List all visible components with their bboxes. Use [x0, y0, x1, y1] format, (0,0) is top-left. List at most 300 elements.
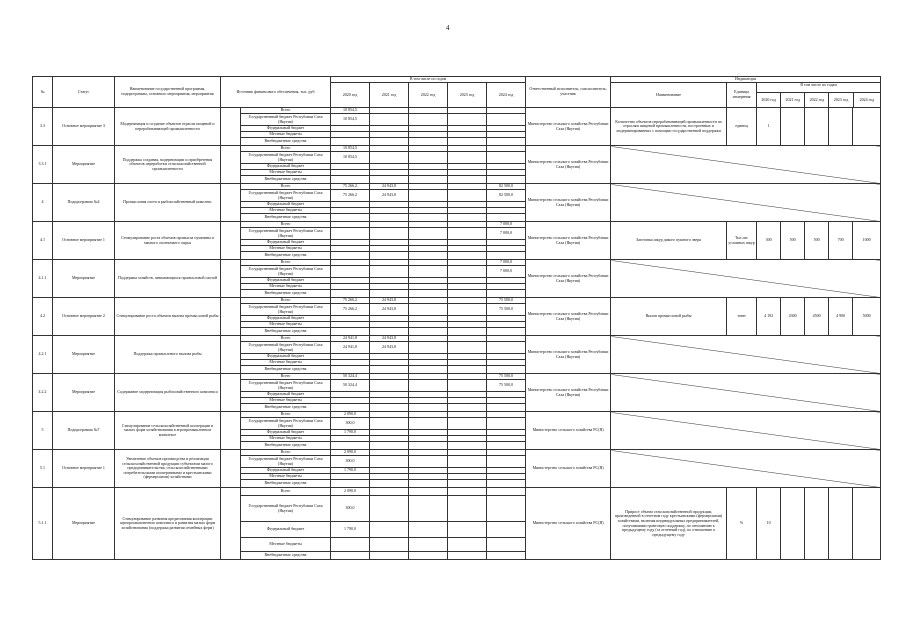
row-spacer [221, 260, 241, 298]
source-label: Внебюджетные средства [241, 480, 331, 488]
row-resp: Министерство сельского хозяйства РС(Я) [526, 488, 611, 560]
indicator-unit: % [727, 488, 757, 560]
source-value: 75 500,0 [487, 374, 526, 380]
indicator-name: Количество объектов перерабатывающей промышленности по отраслям пищевой промышленности, построенных и модернизированных с помощью государственной поддержки [611, 108, 727, 146]
source-value: 300,0 [331, 456, 370, 468]
header-ind-years [757, 83, 881, 108]
row-name: Стимулирование роста объемов вылова промысловой рыбы [115, 298, 221, 336]
header-source: Источник финансового обеспечения, тыс. руб [221, 77, 331, 108]
source-value [448, 522, 487, 538]
indicator-unit: Тыс.шт. условных шкур [727, 222, 757, 260]
source-value [409, 138, 448, 146]
header-name: Наименование государственной программы, подпрограммы, основного мероприятия, мероприятия [115, 77, 221, 108]
row-spacer [221, 298, 241, 336]
row-name: Стимулирование роста объемов промысла пушнины и мясного охотничьего сырья [115, 222, 221, 260]
source-label: Всего [241, 412, 331, 418]
source-value [409, 114, 448, 126]
row-name: Стимулирование сельскохозяйственной кооперации и малых форм хозяйствования в агропромышленном комплексе [115, 412, 221, 450]
indicator-value [805, 488, 829, 560]
row-name: Увеличение объемов производства и реализации сельскохозяйственной продукции субъектами малого предпринимательства, сельскохозяйственными потребительскими кооперативами и крестьянскими (фермерскими) хозяйствами [115, 450, 221, 488]
source-value [448, 266, 487, 278]
indicator-value: 4 900 [829, 298, 853, 336]
source-value: 2 090,0 [331, 412, 370, 418]
source-label: Государственный бюджет Республики Саха (Якутия) [241, 304, 331, 316]
source-value [409, 176, 448, 184]
source-value: 75 266,2 [331, 190, 370, 202]
source-value [331, 328, 370, 336]
row-num: 4.2.2 [33, 374, 53, 412]
source-value [409, 266, 448, 278]
source-value [448, 228, 487, 240]
indicator-empty [611, 260, 881, 298]
header-ind-year: 2022 год [805, 93, 829, 107]
source-value: 24 943,8 [370, 190, 409, 202]
source-value [370, 404, 409, 412]
source-value [409, 190, 448, 202]
source-value [448, 152, 487, 164]
source-value [448, 456, 487, 468]
source-label: Внебюджетные средства [241, 328, 331, 336]
source-value: 24 943,8 [370, 336, 409, 342]
row-status: Мероприятие [53, 336, 115, 374]
indicator-empty [611, 450, 881, 488]
row-name: Поддержка хозяйств, занимающихся промысловой охотой [115, 260, 221, 298]
header-year: 2020 год [331, 83, 370, 108]
source-label: Местные бюджеты [241, 436, 331, 442]
source-value: 50 324,4 [331, 374, 370, 380]
source-value: 24 941,8 [331, 336, 370, 342]
source-value [370, 522, 409, 538]
row-spacer [221, 488, 241, 560]
source-value [331, 266, 370, 278]
indicator-value [853, 488, 881, 560]
source-label: Местные бюджеты [241, 170, 331, 176]
page-number: 4 [446, 24, 450, 32]
row-num: 5.1.1 [33, 488, 53, 560]
source-value [370, 418, 409, 430]
source-value [448, 488, 487, 496]
table-row [33, 488, 881, 496]
header-indicators: Индикаторы [611, 77, 881, 83]
source-value [370, 442, 409, 450]
row-resp: Министерство сельского хозяйства Республики Саха (Якутия) [526, 146, 611, 184]
source-label: Государственный бюджет Республики Саха (Якутия) [241, 228, 331, 240]
row-name: Поддержка промыслового вылова рыбы [115, 336, 221, 374]
row-status: Мероприятие [53, 260, 115, 298]
source-label: Федеральный бюджет [241, 126, 331, 132]
row-name: Промысловая охота и рыбохозяйственный комплекс [115, 184, 221, 222]
source-value [331, 214, 370, 222]
source-value [448, 418, 487, 430]
indicator-value [781, 108, 805, 146]
source-value [409, 214, 448, 222]
source-label: Федеральный бюджет [241, 522, 331, 538]
source-label: Местные бюджеты [241, 398, 331, 404]
indicator-value [781, 488, 805, 560]
source-value [331, 252, 370, 260]
source-label: Всего [241, 184, 331, 190]
source-value [331, 538, 370, 552]
source-value: 75 500,0 [487, 298, 526, 304]
source-value [448, 304, 487, 316]
source-value [370, 114, 409, 126]
row-num: 4.2.1 [33, 336, 53, 374]
source-value: 7 000,0 [487, 228, 526, 240]
row-spacer [221, 374, 241, 412]
source-value [448, 176, 487, 184]
source-value: 10 854,5 [331, 152, 370, 164]
source-label: Федеральный бюджет [241, 316, 331, 322]
source-value [409, 538, 448, 552]
row-spacer [221, 412, 241, 450]
source-value [448, 552, 487, 560]
source-value [487, 404, 526, 412]
row-resp: Министерство сельского хозяйства Республики Саха (Якутия) [526, 184, 611, 222]
source-value [409, 404, 448, 412]
source-value [331, 228, 370, 240]
source-value: 82 500,0 [487, 184, 526, 190]
source-label: Федеральный бюджет [241, 240, 331, 246]
source-value [409, 552, 448, 560]
source-value [448, 380, 487, 392]
source-value [409, 152, 448, 164]
indicator-empty [611, 184, 881, 222]
source-value: 75 266,2 [331, 184, 370, 190]
source-value [409, 488, 448, 496]
source-value: 24 941,8 [331, 342, 370, 354]
source-value [331, 480, 370, 488]
source-label: Внебюджетные средства [241, 252, 331, 260]
source-value [487, 496, 526, 522]
source-label: Внебюджетные средства [241, 138, 331, 146]
source-value [448, 342, 487, 354]
source-value [370, 252, 409, 260]
source-value [448, 290, 487, 298]
source-value: 82 500,0 [487, 190, 526, 202]
row-name: Содержание модернизация рыбохозяйственного комплекса [115, 374, 221, 412]
row-spacer [221, 222, 241, 260]
source-label: Государственный бюджет Республики Саха (Якутия) [241, 380, 331, 392]
source-value [487, 342, 526, 354]
indicator-value: 700 [829, 222, 853, 260]
source-value [331, 138, 370, 146]
source-value [370, 538, 409, 552]
source-value [331, 404, 370, 412]
row-status: Подпрограмма №7 [53, 412, 115, 450]
indicator-value: 500 [805, 222, 829, 260]
source-label: Государственный бюджет Республики Саха (Якутия) [241, 114, 331, 126]
source-value: 50 324,4 [331, 380, 370, 392]
source-value [487, 138, 526, 146]
source-value [487, 552, 526, 560]
row-status: Основное мероприятие 2 [53, 298, 115, 336]
source-value: 24 943,8 [370, 304, 409, 316]
source-label: Внебюджетные средства [241, 290, 331, 298]
row-num: 4.2 [33, 298, 53, 336]
source-value [370, 214, 409, 222]
row-resp: Министерство сельского хозяйства Республики Саха (Якутия) [526, 222, 611, 260]
source-label: Государственный бюджет Республики Саха (Якутия) [241, 152, 331, 164]
row-name: Поддержка создания, модернизации и приобретения объектов переработки сельскохозяйственной промышленности [115, 146, 221, 184]
indicator-value: 4 192 [757, 298, 781, 336]
source-value [487, 176, 526, 184]
source-label: Федеральный бюджет [241, 164, 331, 170]
source-value [409, 456, 448, 468]
source-value: 24 943,8 [370, 184, 409, 190]
source-label: Федеральный бюджет [241, 430, 331, 436]
row-resp: Министерство сельского хозяйства РС(Я) [526, 450, 611, 488]
source-value: 10 854,5 [331, 108, 370, 114]
source-label: Федеральный бюджет [241, 354, 331, 360]
source-label: Всего [241, 298, 331, 304]
header-ind-year: 2021 год [781, 93, 805, 107]
source-value: 1 790,0 [331, 430, 370, 436]
header-ind-year: 2023 год [829, 93, 853, 107]
source-value [448, 496, 487, 522]
source-value [370, 176, 409, 184]
source-value [487, 488, 526, 496]
source-label: Местные бюджеты [241, 208, 331, 214]
source-value [370, 152, 409, 164]
source-value: 300,0 [331, 418, 370, 430]
indicator-name: Вылов промысловой рыбы [611, 298, 727, 336]
source-label: Всего [241, 108, 331, 114]
source-value [409, 496, 448, 522]
source-value: 75 500,0 [487, 380, 526, 392]
row-resp: Министерство сельского хозяйства Республики Саха (Якутия) [526, 260, 611, 298]
source-value [448, 404, 487, 412]
header-year: 2021 год [370, 83, 409, 108]
header-ind-unit: Единица измерения [727, 83, 757, 108]
indicator-value: 5000 [853, 298, 881, 336]
row-num: 4.1.1 [33, 260, 53, 298]
row-num: 3.3.1 [33, 146, 53, 184]
indicator-value: 1000 [853, 222, 881, 260]
source-value [409, 304, 448, 316]
source-value [487, 442, 526, 450]
indicator-empty [611, 336, 881, 374]
source-value [448, 190, 487, 202]
source-value [487, 522, 526, 538]
header-num: № [33, 77, 53, 108]
source-value [370, 480, 409, 488]
source-value: 75 266,2 [331, 304, 370, 316]
source-value [448, 442, 487, 450]
source-value [487, 456, 526, 468]
indicator-name: Заготовка шкур дикого пушного зверя [611, 222, 727, 260]
indicator-value: 10 [757, 488, 781, 560]
row-name: Стимулирование развития кредитования кооперации агропромышленного комплекса и развития малых форм хозяйствования (поддержка развития семейных ферм) [115, 488, 221, 560]
header-year: 2024 год [487, 83, 526, 108]
indicator-unit: тонн [727, 298, 757, 336]
row-num: 4.1 [33, 222, 53, 260]
source-value: 7 000,0 [487, 260, 526, 266]
source-value [370, 328, 409, 336]
row-spacer [221, 450, 241, 488]
row-status: Мероприятие [53, 374, 115, 412]
source-value [370, 138, 409, 146]
row-spacer [221, 336, 241, 374]
source-value [487, 366, 526, 374]
source-label: Всего [241, 374, 331, 380]
header-year: 2022 год [409, 83, 448, 108]
indicator-value: 500 [781, 222, 805, 260]
source-value: 2 090,0 [331, 488, 370, 496]
source-value: 24 943,8 [370, 342, 409, 354]
source-label: Государственный бюджет Республики Саха (Якутия) [241, 456, 331, 468]
source-value: 1 790,0 [331, 522, 370, 538]
header-status: Статус [53, 77, 115, 108]
header-ind-name: Наименование [611, 83, 727, 108]
source-value [370, 456, 409, 468]
table-body [33, 77, 881, 560]
source-value: 1 790,0 [331, 468, 370, 474]
source-label: Всего [241, 488, 331, 496]
indicator-unit: единиц [727, 108, 757, 146]
header-years-group: В том числе по годам [331, 77, 526, 83]
source-label: Федеральный бюджет [241, 392, 331, 398]
source-value [370, 496, 409, 522]
source-value [448, 252, 487, 260]
program-table [32, 76, 881, 560]
source-label: Федеральный бюджет [241, 202, 331, 208]
row-name: Модернизация и создание объектов отрасли пищевой и перерабатывающей промышленности [115, 108, 221, 146]
source-label: Внебюджетные средства [241, 214, 331, 222]
row-spacer [221, 108, 241, 146]
row-num: 5.1 [33, 450, 53, 488]
indicator-value: 300 [757, 222, 781, 260]
source-value [331, 176, 370, 184]
source-value [409, 366, 448, 374]
source-value [487, 252, 526, 260]
source-value: 10 854,5 [331, 146, 370, 152]
source-value [409, 342, 448, 354]
row-status: Подпрограмма №4 [53, 184, 115, 222]
source-value [409, 442, 448, 450]
source-value: 2 090,0 [331, 450, 370, 456]
row-num: 3.3 [33, 108, 53, 146]
source-value [487, 538, 526, 552]
source-label: Всего [241, 336, 331, 342]
indicator-value [805, 108, 829, 146]
source-value [370, 366, 409, 374]
row-status: Мероприятие [53, 488, 115, 560]
indicator-value [829, 488, 853, 560]
row-resp: Министерство сельского хозяйства Республики Саха (Якутия) [526, 336, 611, 374]
source-label: Федеральный бюджет [241, 468, 331, 474]
source-value: 75 266,2 [331, 298, 370, 304]
source-value [409, 252, 448, 260]
source-value [448, 214, 487, 222]
source-value [409, 290, 448, 298]
source-label: Государственный бюджет Республики Саха (Якутия) [241, 496, 331, 522]
source-label: Всего [241, 260, 331, 266]
source-label: Местные бюджеты [241, 284, 331, 290]
source-label: Федеральный бюджет [241, 278, 331, 284]
source-label: Местные бюджеты [241, 538, 331, 552]
source-value [370, 552, 409, 560]
source-value [487, 328, 526, 336]
source-value: 7 000,0 [487, 266, 526, 278]
header-ind-years-group: В том числе по годам [757, 83, 880, 93]
source-value [487, 152, 526, 164]
source-value [448, 538, 487, 552]
source-label: Всего [241, 222, 331, 228]
source-value [409, 380, 448, 392]
header-ind-year-row [757, 93, 880, 107]
header-ind-year: 2024 год [859, 97, 875, 102]
header-resp: Ответственный исполнитель, соисполнитель, участник [526, 77, 611, 108]
row-num: 4 [33, 184, 53, 222]
indicator-empty [611, 146, 881, 184]
source-value [331, 552, 370, 560]
source-label: Государственный бюджет Республики Саха (Якутия) [241, 190, 331, 202]
source-value [370, 266, 409, 278]
source-value: 24 943,8 [370, 298, 409, 304]
source-value: 75 500,0 [487, 304, 526, 316]
source-value [331, 366, 370, 374]
row-resp: Министерство сельского хозяйства Республики Саха (Якутия) [526, 298, 611, 336]
source-value [370, 488, 409, 496]
source-value [370, 380, 409, 392]
row-resp: Министерство сельского хозяйства Республики Саха (Якутия) [526, 374, 611, 412]
source-label: Местные бюджеты [241, 474, 331, 480]
indicator-value: 4500 [805, 298, 829, 336]
source-label: Всего [241, 146, 331, 152]
indicator-value [829, 108, 853, 146]
source-value [487, 114, 526, 126]
source-label: Внебюджетные средства [241, 176, 331, 184]
row-spacer [221, 146, 241, 184]
source-label: Внебюджетные средства [241, 442, 331, 450]
indicator-value: 1 [757, 108, 781, 146]
source-label: Внебюджетные средства [241, 366, 331, 374]
row-status: Мероприятие [53, 146, 115, 184]
source-label: Местные бюджеты [241, 132, 331, 138]
row-resp: Министерство сельского хозяйства Республики Саха (Якутия) [526, 108, 611, 146]
source-label: Внебюджетные средства [241, 552, 331, 560]
row-spacer [221, 184, 241, 222]
source-value [331, 290, 370, 298]
source-value [487, 290, 526, 298]
source-value [370, 228, 409, 240]
source-value: 300,0 [331, 496, 370, 522]
source-value [448, 366, 487, 374]
indicator-empty [611, 374, 881, 412]
source-value [487, 418, 526, 430]
indicator-name: Прирост объема сельскохозяйственной продукции, произведенной в отчетном году крестьянскими (фермерскими) хозяйствами, включая индивидуальных предпринимателей, получившими грантовую поддержку, по отношению к предыдущему году (за отчетный год), по отношению к предыдущему году [611, 488, 727, 560]
source-label: Государственный бюджет Республики Саха (Якутия) [241, 342, 331, 354]
source-label: Всего [241, 450, 331, 456]
source-value [331, 442, 370, 450]
indicator-value [853, 108, 881, 146]
source-value [448, 328, 487, 336]
header-year: 2023 год [448, 83, 487, 108]
source-label: Внебюджетные средства [241, 404, 331, 412]
source-label: Местные бюджеты [241, 246, 331, 252]
row-resp: Министерство сельского хозяйства РС(Я) [526, 412, 611, 450]
row-status: Основное мероприятие 1 [53, 222, 115, 260]
source-label: Государственный бюджет Республики Саха (Якутия) [241, 418, 331, 430]
source-label: Государственный бюджет Республики Саха (Якутия) [241, 266, 331, 278]
indicator-value: 4300 [781, 298, 805, 336]
source-value [370, 290, 409, 298]
row-num: 5 [33, 412, 53, 450]
source-value: 7 000,0 [487, 222, 526, 228]
source-value [409, 522, 448, 538]
source-value [448, 114, 487, 126]
row-status: Основное мероприятие 1 [53, 450, 115, 488]
